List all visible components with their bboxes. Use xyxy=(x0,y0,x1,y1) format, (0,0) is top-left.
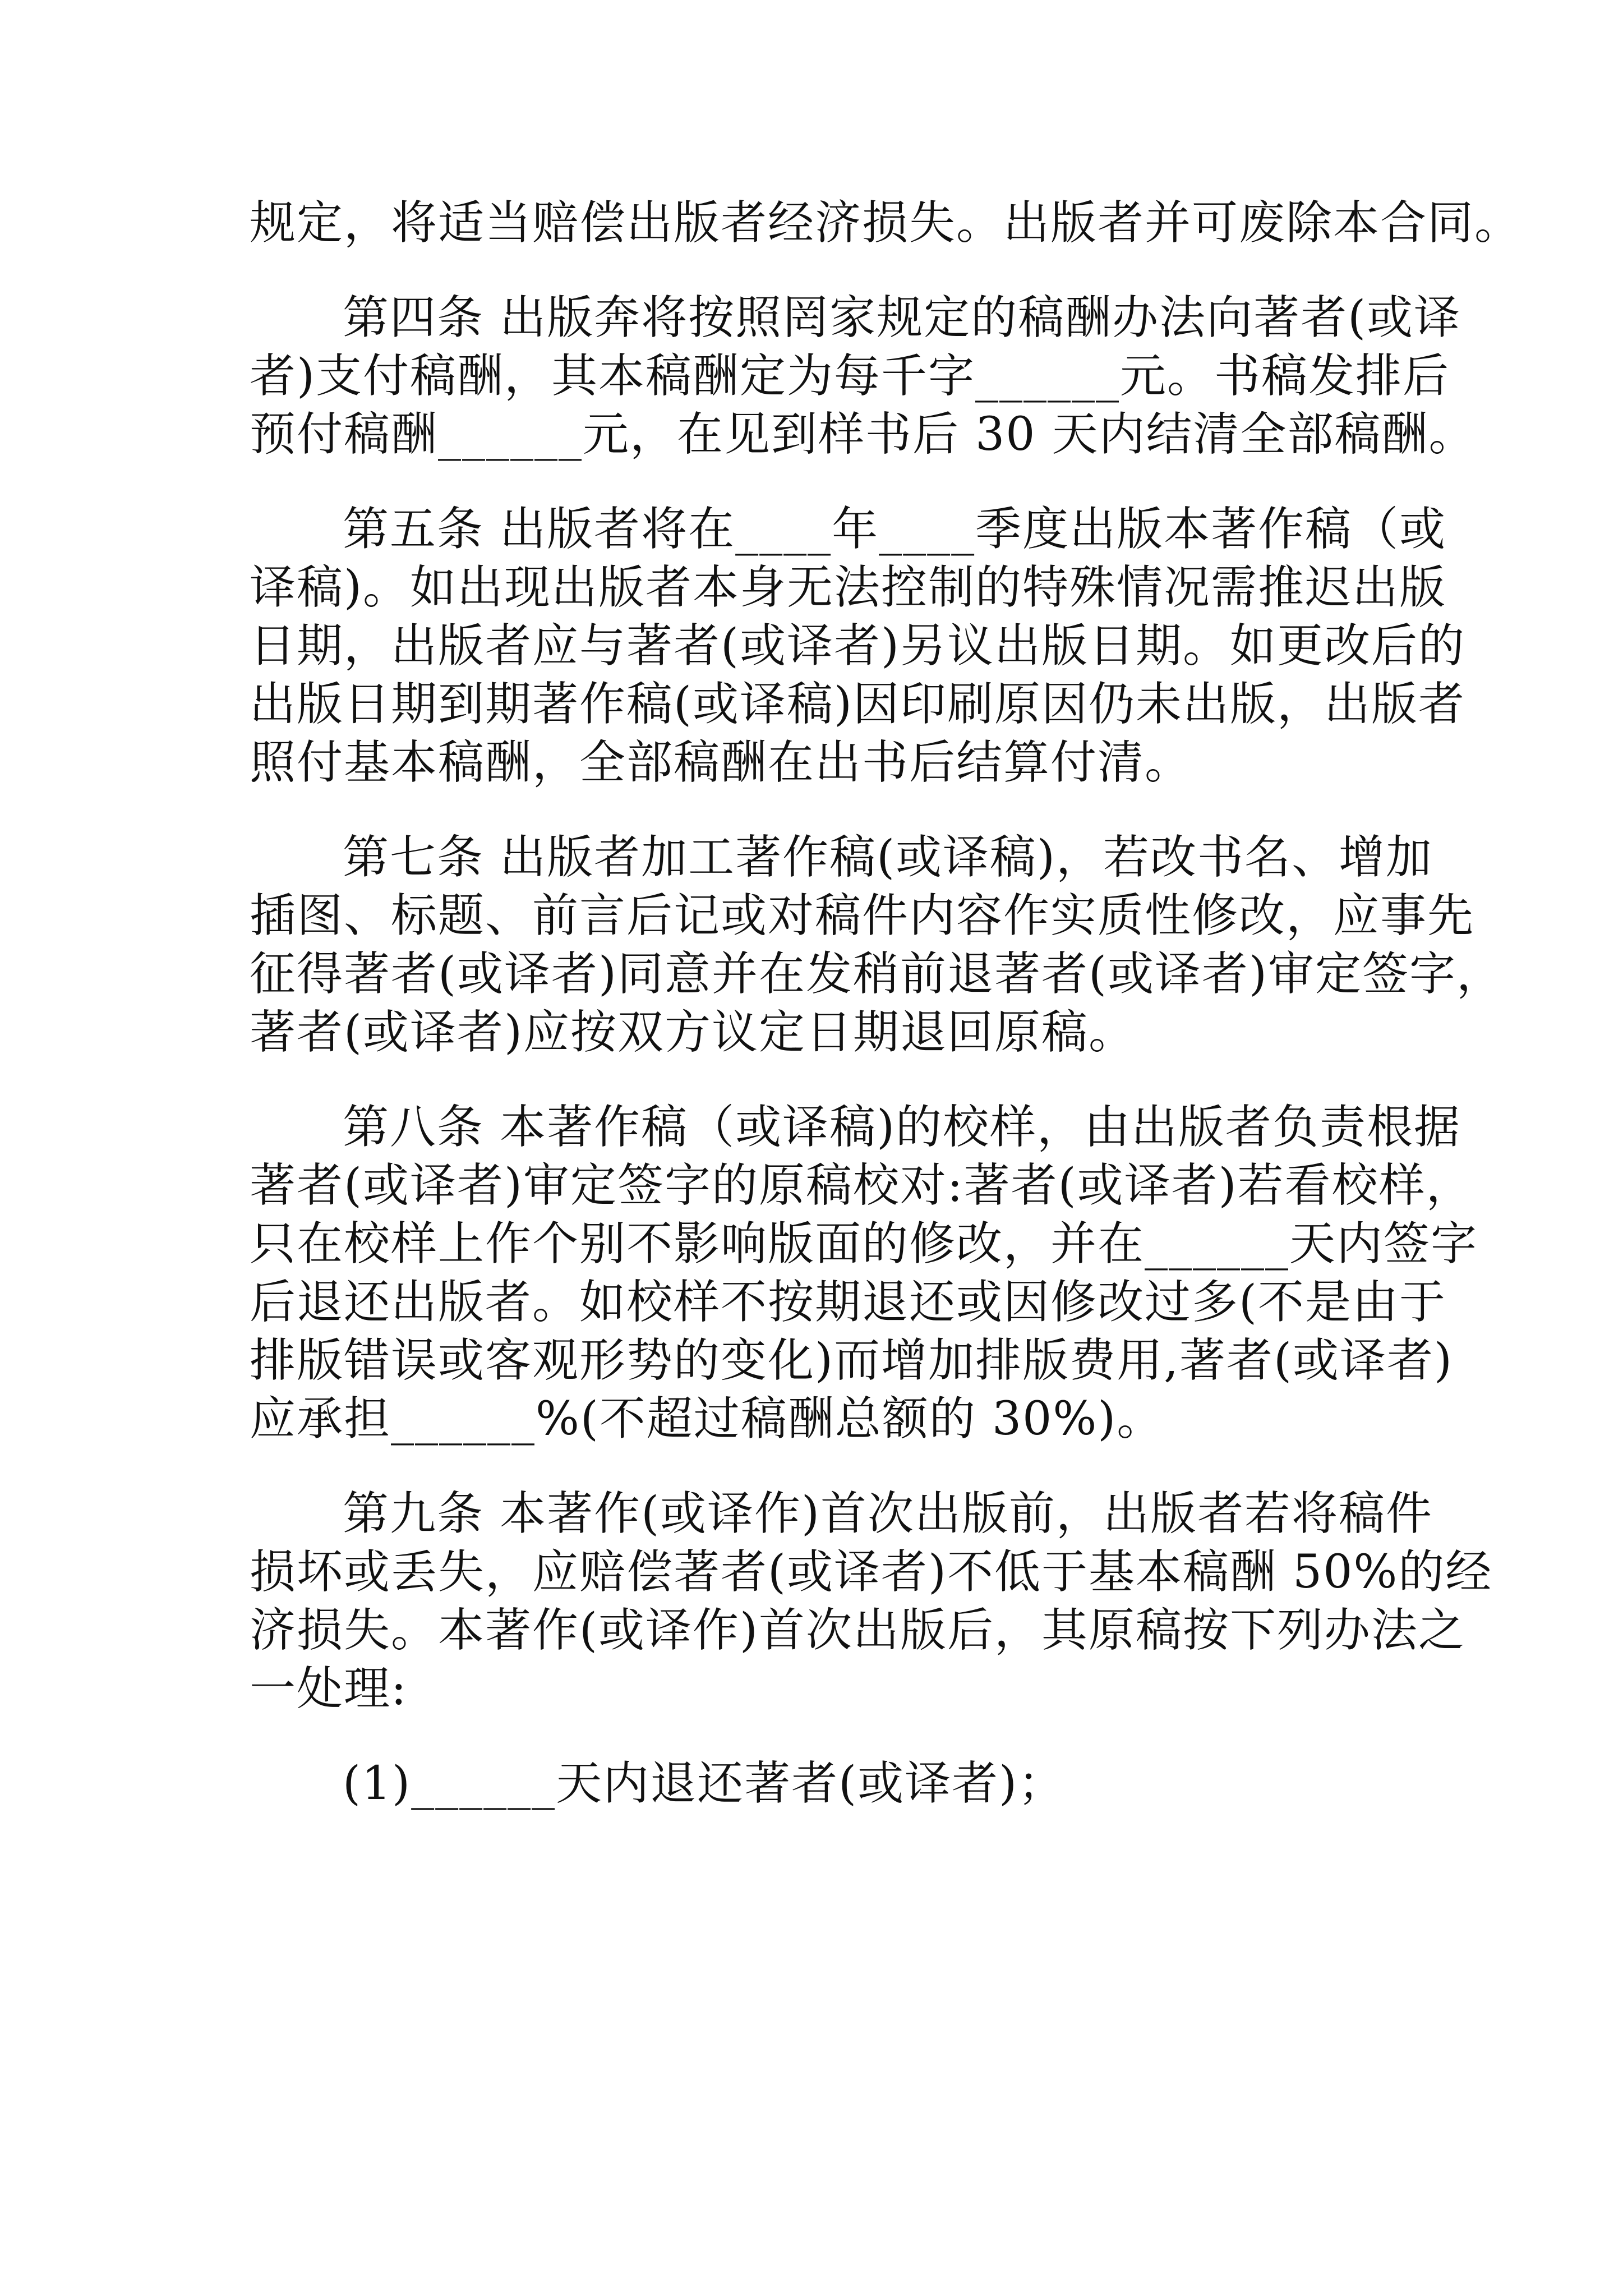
text-line: 者)支付稿酬，其本稿酬定为每千字______元。书稿发排后 xyxy=(250,349,1450,403)
text-line: 规定，将适当赔偿出版者经济损失。出版者并可废除本合同。 xyxy=(250,196,1522,250)
paragraph-article-5 xyxy=(250,500,1465,792)
text-line: 征得著者(或译者)同意并在发稍前退著者(或译者)审定签字， xyxy=(250,947,1504,1001)
text-line: 排版错误或客观形势的变化)而增加排版费用,著者(或译者) xyxy=(250,1334,1454,1387)
text-line: 只在校样上作个别不影响版面的修改，并在______天内签字 xyxy=(250,1217,1478,1271)
text-line: 第四条 出版奔将按照罔家规定的稿酬办法向著者(或译 xyxy=(343,291,1461,344)
text-line: 第五条 出版者将在____年____季度出版本著作稿（或 xyxy=(343,503,1447,556)
text-line: 第七条 出版者加工著作稿(或译稿)，若改书名、增加 xyxy=(343,831,1433,884)
text-line: 第八条 本著作稿（或译稿)的校样，由出版者负责根据 xyxy=(343,1101,1461,1154)
text-line: 著者(或译者)应按双方议定日期退回原稿。 xyxy=(250,1006,1136,1059)
paragraph-article-4 xyxy=(250,289,1476,464)
paragraph-continuation xyxy=(250,194,1522,252)
paragraph-item-1 xyxy=(250,1755,1388,1813)
text-line: 插图、标题、前言后记或对稿件内容作实质性修改，应事先 xyxy=(250,889,1475,942)
text-line: 日期，出版者应与著者(或译者)另议出版日期。如更改后的 xyxy=(250,619,1465,673)
paragraph-article-9 xyxy=(250,1485,1493,1718)
text-line: 应承担______%(不超过稿酬总额的 30%)。 xyxy=(250,1392,1164,1446)
text-line: 损坏或丢失，应赔偿著者(或译者)不低于基本稿酬 50%的经 xyxy=(250,1545,1493,1599)
text-line: 出版日期到期著作稿(或译稿)因印刷原因仍未出版，出版者 xyxy=(250,678,1465,731)
text-line: 译稿)。如出现出版者本身无法控制的特殊情况需推迟出版 xyxy=(250,561,1446,614)
contract-body-text xyxy=(250,194,1522,1849)
text-line: (1)______天内退还著者(或译者)； xyxy=(343,1757,1066,1810)
text-line: 济损失。本著作(或译作)首次出版后，其原稿按下列办法之 xyxy=(250,1604,1465,1657)
text-line: 后退还出版者。如校样不按期退还或因修改过多(不是由于 xyxy=(250,1276,1446,1329)
text-line: 著者(或译者)审定签字的原稿校对:著者(或译者)若看校样， xyxy=(250,1159,1473,1212)
paragraph-article-8 xyxy=(250,1098,1478,1448)
text-line: 一处理: xyxy=(250,1662,408,1715)
text-line: 第九条 本著作(或译作)首次出版前，出版者若将稿件 xyxy=(343,1487,1433,1540)
paragraph-article-7 xyxy=(250,829,1504,1062)
text-line: 预付稿酬______元，在见到样书后 30 天内结清全部稿酬。 xyxy=(250,408,1476,461)
text-line: 照付基本稿酬，全部稿酬在出书后结算付清。 xyxy=(250,736,1192,789)
